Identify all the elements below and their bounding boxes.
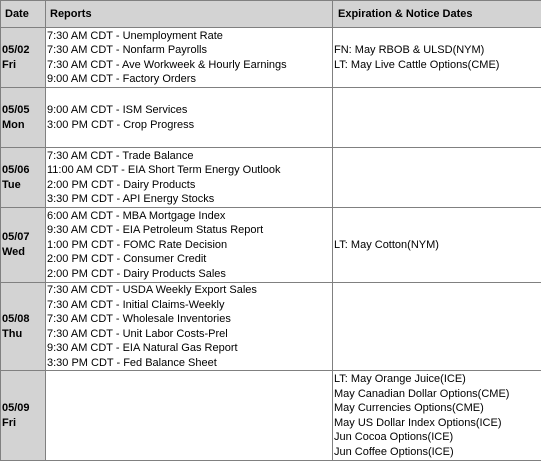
day-row <box>1 283 541 371</box>
expiration-column-header: Expiration & Notice Dates <box>333 1 541 28</box>
report-item: 3:00 PM CDT - Crop Progress <box>47 118 332 133</box>
date-value: 05/08 <box>2 312 45 327</box>
day-row <box>1 88 541 148</box>
date-value: 05/06 <box>2 163 45 178</box>
expiration-item: LT: May Orange Juice(ICE) <box>334 372 541 387</box>
weekday-value: Thu <box>2 327 45 342</box>
report-item: 1:00 PM CDT - FOMC Rate Decision <box>47 238 332 253</box>
reports-cell <box>46 371 333 461</box>
day-row <box>1 371 541 461</box>
date-value: 05/05 <box>2 103 45 118</box>
report-item: 3:30 PM CDT - Fed Balance Sheet <box>47 356 332 371</box>
expirations-cell <box>333 371 541 461</box>
report-item: 2:00 PM CDT - Dairy Products Sales <box>47 267 332 282</box>
date-value: 05/02 <box>2 43 45 58</box>
date-value: 05/07 <box>2 230 45 245</box>
report-item: 2:00 PM CDT - Consumer Credit <box>47 252 332 267</box>
report-item: 7:30 AM CDT - Nonfarm Payrolls <box>47 43 332 58</box>
expiration-item: May US Dollar Index Options(ICE) <box>334 416 541 431</box>
date-cell <box>1 283 46 371</box>
report-item: 2:00 PM CDT - Dairy Products <box>47 178 332 193</box>
report-item: 7:30 AM CDT - Wholesale Inventories <box>47 312 332 327</box>
date-cell <box>1 148 46 208</box>
weekday-value: Fri <box>2 416 45 431</box>
expiration-item: LT: May Live Cattle Options(CME) <box>334 58 541 73</box>
reports-cell <box>46 88 333 148</box>
report-item: 9:30 AM CDT - EIA Petroleum Status Report <box>47 223 332 238</box>
report-item: 9:00 AM CDT - Factory Orders <box>47 72 332 87</box>
weekday-value: Fri <box>2 58 45 73</box>
report-item: 7:30 AM CDT - Unit Labor Costs-Prel <box>47 327 332 342</box>
calendar-body <box>1 28 541 461</box>
report-item: 11:00 AM CDT - EIA Short Term Energy Outlook <box>47 163 332 178</box>
expiration-item: LT: May Cotton(NYM) <box>334 238 541 253</box>
reports-cell <box>46 208 333 283</box>
report-item: 7:30 AM CDT - USDA Weekly Export Sales <box>47 283 332 298</box>
day-row <box>1 208 541 283</box>
reports-cell <box>46 148 333 208</box>
report-item: 9:30 AM CDT - EIA Natural Gas Report <box>47 341 332 356</box>
date-column-header: Date <box>1 1 46 28</box>
expirations-cell <box>333 283 541 371</box>
date-cell <box>1 28 46 88</box>
report-item: 7:30 AM CDT - Initial Claims-Weekly <box>47 298 332 313</box>
expirations-cell <box>333 88 541 148</box>
expiration-item: Jun Coffee Options(ICE) <box>334 445 541 460</box>
reports-cell <box>46 28 333 88</box>
day-row <box>1 28 541 88</box>
date-value: 05/09 <box>2 401 45 416</box>
expiration-item: May Currencies Options(CME) <box>334 401 541 416</box>
weekday-value: Mon <box>2 118 45 133</box>
expirations-cell <box>333 28 541 88</box>
expiration-item: FN: May RBOB & ULSD(NYM) <box>334 43 541 58</box>
report-item: 7:30 AM CDT - Unemployment Rate <box>47 29 332 44</box>
reports-column-header: Reports <box>46 1 333 28</box>
reports-cell <box>46 283 333 371</box>
expirations-cell <box>333 208 541 283</box>
report-item: 7:30 AM CDT - Ave Workweek & Hourly Earnings <box>47 58 332 73</box>
report-item: 3:30 PM CDT - API Energy Stocks <box>47 192 332 207</box>
weekday-value: Wed <box>2 245 45 260</box>
date-cell <box>1 208 46 283</box>
date-cell <box>1 88 46 148</box>
report-item: 6:00 AM CDT - MBA Mortgage Index <box>47 209 332 224</box>
header-row <box>1 1 541 28</box>
expirations-cell <box>333 148 541 208</box>
day-row <box>1 148 541 208</box>
report-item: 7:30 AM CDT - Trade Balance <box>47 149 332 164</box>
date-cell <box>1 371 46 461</box>
weekday-value: Tue <box>2 178 45 193</box>
report-item: 9:00 AM CDT - ISM Services <box>47 103 332 118</box>
expiration-item: May Canadian Dollar Options(CME) <box>334 387 541 402</box>
expiration-item: Jun Cocoa Options(ICE) <box>334 430 541 445</box>
